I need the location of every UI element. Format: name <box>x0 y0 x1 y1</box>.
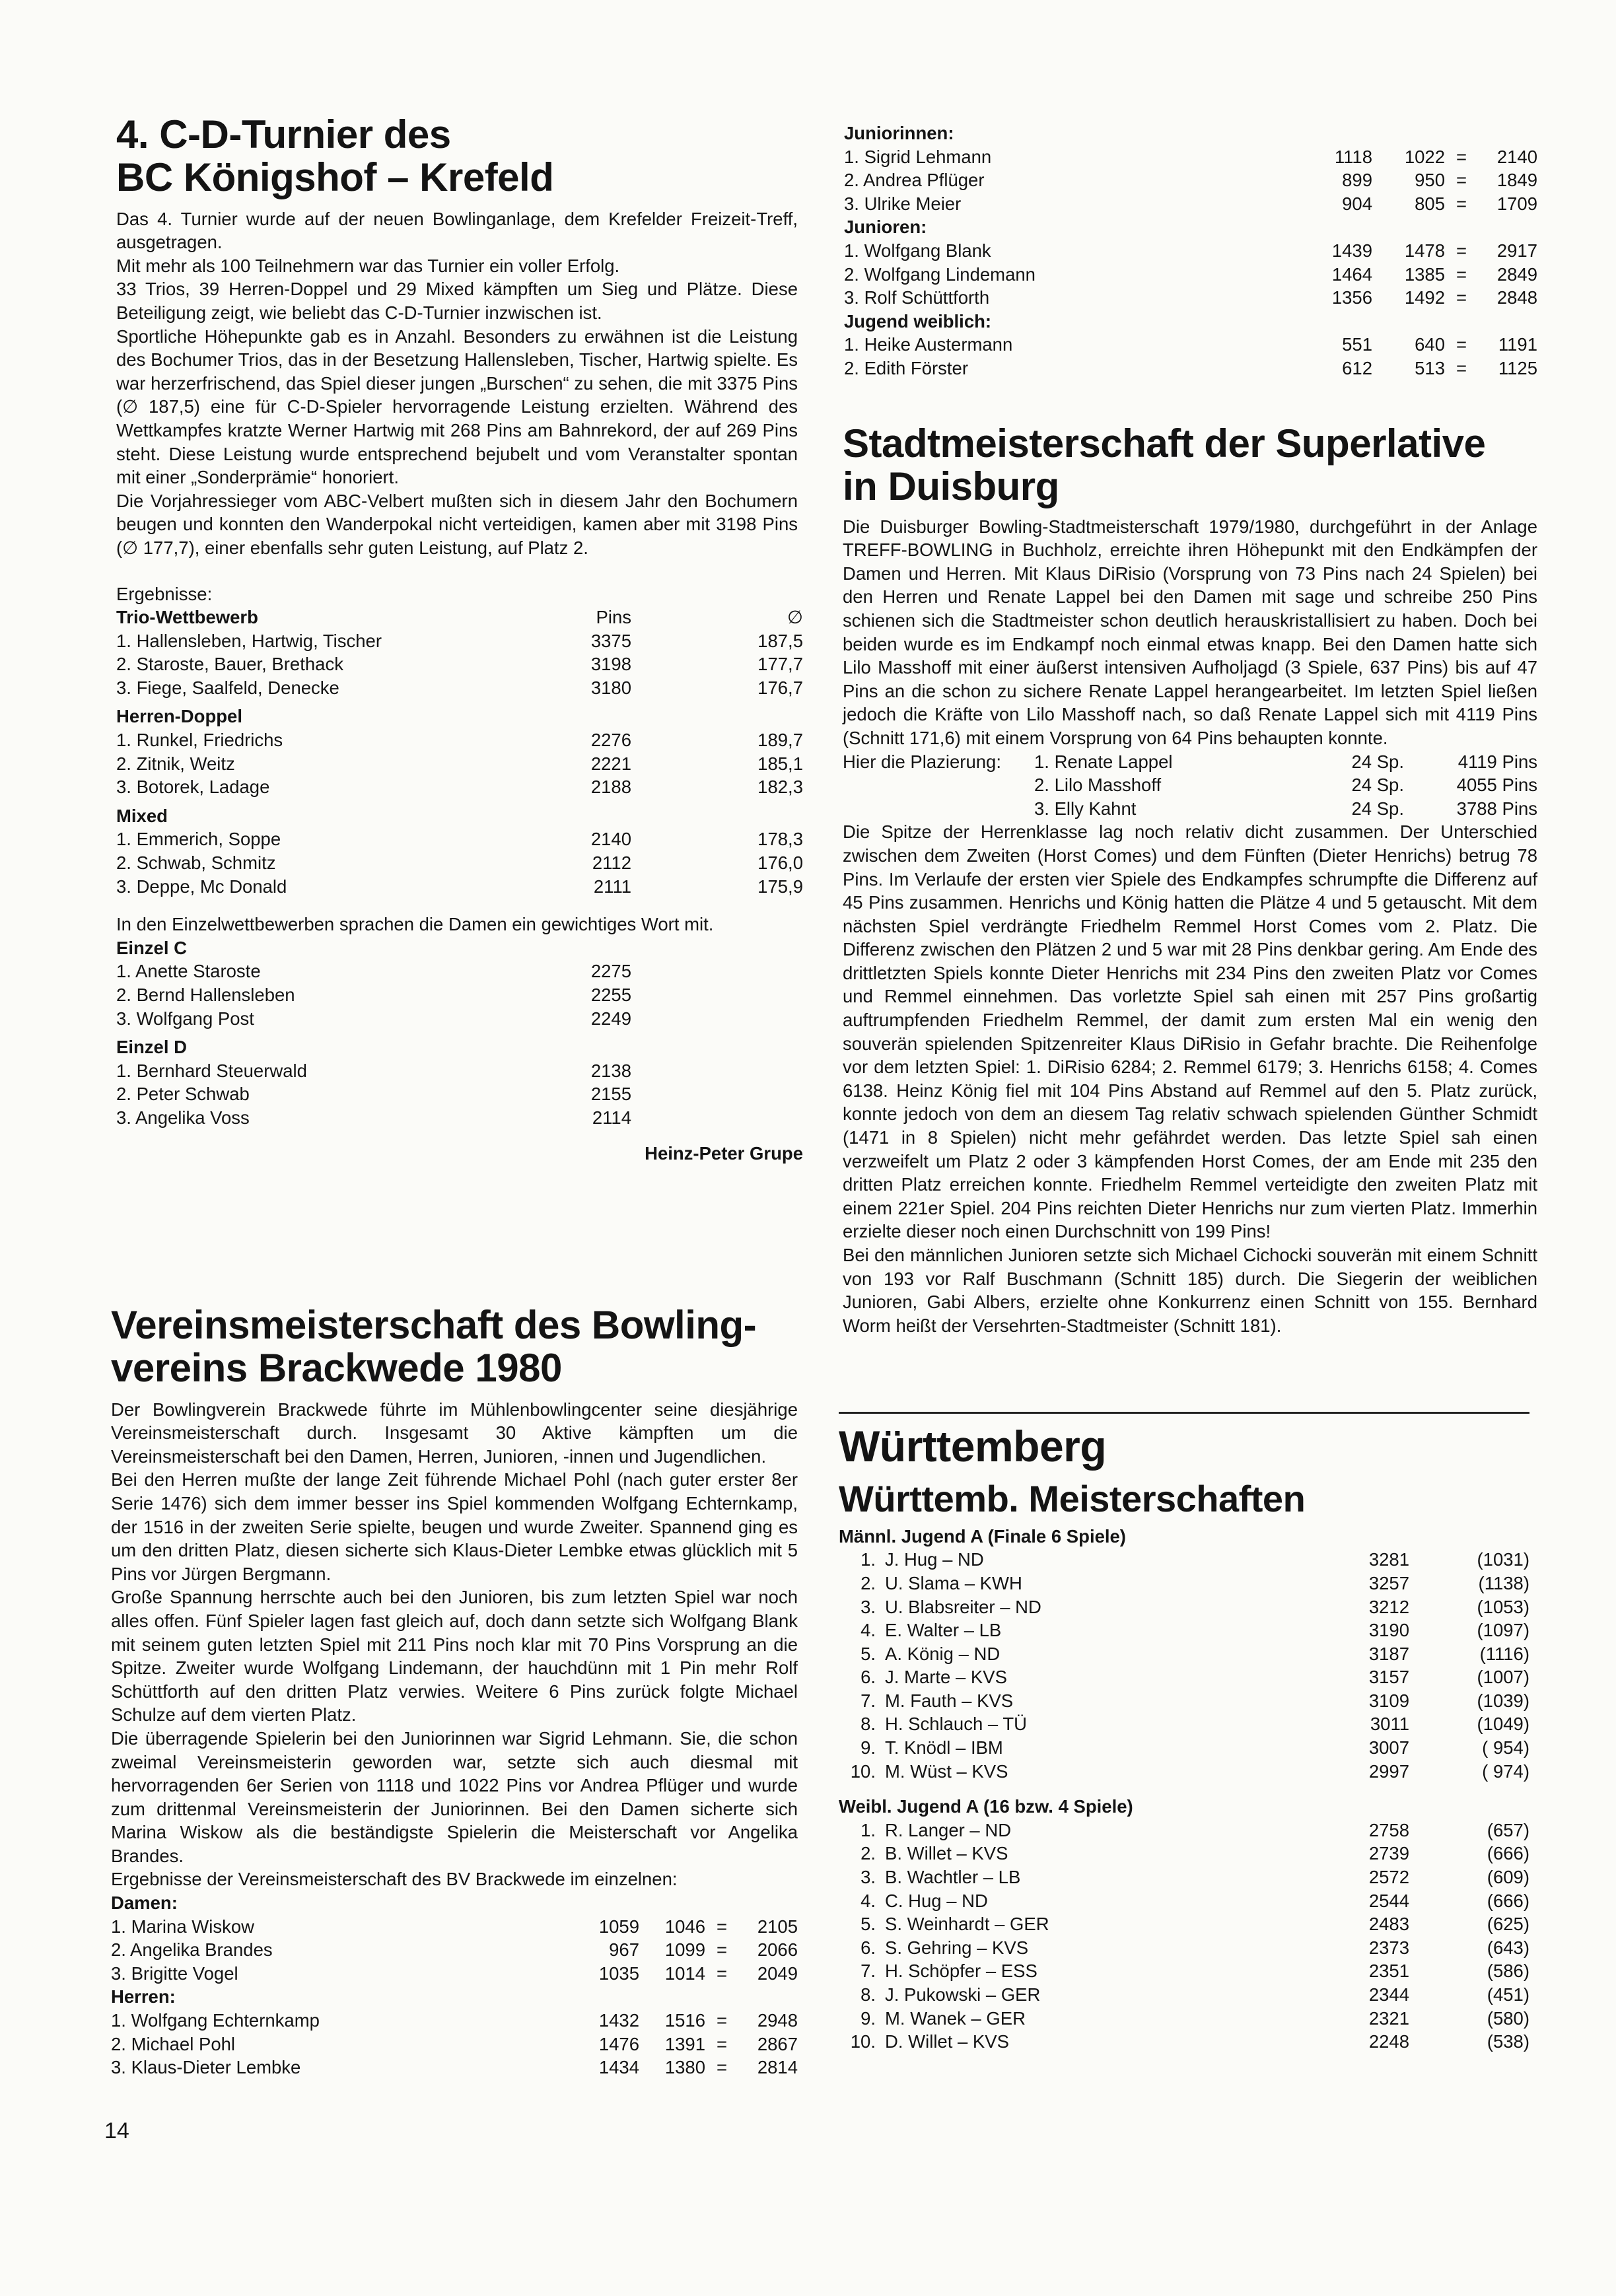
table-row: 3. Brigitte Vogel 1035 1014 = 2049 <box>111 1963 798 1984</box>
section-heading: Mixed <box>116 805 168 826</box>
table-row: 3. Botorek, Ladage 2188 182,3 <box>116 777 803 798</box>
table-row: 2. Angelika Brandes 967 1099 = 2066 <box>111 1939 798 1961</box>
article-brackwede <box>111 1304 798 2079</box>
table-row: 1. Emmerich, Soppe 2140 178,3 <box>116 829 803 850</box>
section-divider <box>839 1412 1529 1414</box>
table-row: 5. S. Weinhardt – GER 2483 (625) <box>861 1914 1529 1935</box>
column-header-average: ∅ <box>787 607 803 628</box>
column-header-pins: Pins <box>596 607 631 628</box>
paragraph: Sportliche Höhepunkte gab es in Anzahl. Besonders zu erwähnen ist die Leistung des Bochumer Trios, das in der Besetzung Hallensleben, Tischer, Hartwig spielte. Es war herzerfrischend, das Spiel dieser jungen „Burschen“ zu sehen, die mit 3375 Pins (∅ 187,5) eine für C-D-Spieler hervorragende Leistung erzielten. Während des Wettkampfes kratzte Werner Hartwig mit 268 Pins am Bahnrekord, der auf 269 Pins steht. Diese Leistung wurde entsprechend bejubelt und vom Veranstalter spontan mit einer „Sonderprämie“ honoriert. <box>116 326 798 488</box>
table-row: 3. U. Blabsreiter – ND 3212 (1053) <box>861 1596 1529 1617</box>
table-row: 3. Fiege, Saalfeld, Denecke 3180 176,7 <box>116 677 803 698</box>
maennl-jugend-table <box>839 1548 1529 1783</box>
table-row: Hier die Plazierung: 1. Renate Lappel 24 Sp. 4119 Pins <box>843 750 1537 774</box>
einzel-results-table <box>116 936 803 1130</box>
section-heading: Männl. Jugend A (Finale 6 Spiele) <box>839 1525 1126 1547</box>
section-heading: Herren-Doppel <box>116 706 242 727</box>
table-row: 1. Hallensleben, Hartwig, Tischer 3375 187,5 <box>116 630 803 651</box>
einzel-intro: In den Einzelwettbewerben sprachen die Damen ein gewichtiges Wort mit. <box>116 914 714 935</box>
brackwede-results-table <box>111 1891 798 2079</box>
table-row: 2. Wolfgang Lindemann 1464 1385 = 2849 <box>844 263 1537 285</box>
table-row: 7. M. Fauth – KVS 3109 (1039) <box>861 1690 1529 1711</box>
paragraph: Der Bowlingverein Brackwede führte im Mühlenbowlingcenter seine diesjährige Vereinsmeisterschaft durch. Insgesamt 30 Aktive kämpften um die Vereinsmeisterschaft bei den Damen, Herren, Junioren, -innen und Jugendlichen. <box>111 1399 798 1467</box>
paragraph: 33 Trios, 39 Herren-Doppel und 29 Mixed kämpften um Sieg und Plätze. Diese Beteiligung zeigt, wie beliebt das C-D-Turnier inzwischen ist. <box>116 279 798 323</box>
table-row: 10. D. Willet – KVS 2248 (538) <box>850 2031 1529 2052</box>
paragraph: Das 4. Turnier wurde auf der neuen Bowlinganlage, dem Krefelder Freizeit-Treff, ausgetragen. <box>116 208 798 253</box>
weibl-jugend-table <box>839 1819 1529 2054</box>
paragraph: Die Spitze der Herrenklasse lag noch relativ dicht zusammen. Der Unterschied zwischen dem Zweiten (Horst Comes) und dem Fünften (Dieter Henrichs) betrug 78 Pins. Im Verlaufe der ersten vier Spiele des Endkampfes schrumpfte die Differenz auf 45 Pins zusammen. Henrichs und König hatten die Plätze 4 und 5 getauscht. Mit dem nächsten Spiel verdrängte Friedhelm Remmel Horst Comes vom 2. Platz. Die Differenz zwischen den Plätzen 2 und 5 war mit 28 Pins denkbar gering. Am Ende des drittletzten Spiels konnte Dieter Henrichs mit 234 Pins den zweiten Platz vor Comes und Remmel einnehmen. Das vorletzte Spiel sah einen mit 257 Pins großartig auftrumpfenden Friedhelm Remmel, der damit zum ersten Mal ein wenig den souverän spielenden Spitzenreiter Klaus DiRisio in Gefahr brachte. Die Reihenfolge vor dem letzten Spiel: 1. DiRisio 6284; 2. Remmel 6179; 3. Henrichs 6158; 4. Comes 6138. Heinz König fiel mit 104 Pins Abstand auf Remmel auf den 5. Platz zurück, konnte jedoch von dem an diesem Tag relativ schwach spielenden Günther Schmidt (1471 in 8 Spielen) nicht mehr gefährdet werden. Das letzte Spiel sah einen verzweifelt um Platz 2 oder 3 kämpfenden Horst Comes, der am Ende mit 235 den dritten Platz erreichen konnte. Friedhelm Remmel verteidigte den zweiten Platz mit einem 221er Spiel. 204 Pins reichten Dieter Henrichs nur zum vierten Platz. Immerhin erzielte dieser noch einen Durchschnitt von 199 Pins! <box>843 821 1537 1242</box>
paragraph: Die Vorjahressieger vom ABC-Velbert mußten sich in diesem Jahr den Bochumern beugen und konnten den Wanderpokal nicht verteidigen, kamen aber mit 3198 Pins (∅ 177,7), einer ebenfalls sehr guten Leistung, auf Platz 2. <box>116 490 798 558</box>
table-row: 3. Rolf Schüttforth 1356 1492 = 2848 <box>844 287 1537 308</box>
table-row: 8. H. Schlauch – TÜ 3011 (1049) <box>861 1714 1529 1735</box>
table-row: 2. Edith Förster 612 513 = 1125 <box>844 357 1537 378</box>
table-row: 2. Bernd Hallensleben 2255 <box>116 985 631 1005</box>
table-row: 2. U. Slama – KWH 3257 (1138) <box>861 1572 1529 1593</box>
trio-results-table <box>116 606 803 898</box>
table-row: 5. A. König – ND 3187 (1116) <box>861 1643 1529 1664</box>
section-heading: Weibl. Jugend A (16 bzw. 4 Spiele) <box>839 1796 1133 1817</box>
table-row: 2. Zitnik, Weitz 2221 185,1 <box>116 753 803 774</box>
table-row: 3. Elly Kahnt 24 Sp. 3788 Pins <box>1034 798 1537 819</box>
paragraph: Bei den männlichen Junioren setzte sich Michael Cichocki souverän mit einem Schnitt von 193 vor Ralf Buschmann (Schnitt 185) durch. Die Siegerin der weiblichen Junioren, Gabi Albers, erzielte ohne Konkurrenz einen Schnitt von 155. Bernhard Worm heißt der Versehrten-Stadtmeister (Schnitt 181). <box>843 1245 1537 1336</box>
table-row: 1. Runkel, Friedrichs 2276 189,7 <box>116 730 803 751</box>
region-title: Württemberg <box>839 1422 1107 1471</box>
section-heading: Jugend weiblich: <box>844 310 992 331</box>
table-row: 1. J. Hug – ND 3281 (1031) <box>861 1549 1529 1570</box>
table-row: 8. J. Pukowski – GER 2344 (451) <box>861 1984 1529 2005</box>
section-heading: Trio-Wettbewerb <box>116 607 258 628</box>
table-row: 3. Klaus-Dieter Lembke 1434 1380 = 2814 <box>111 2057 798 2078</box>
table-row: 2. Lilo Masshoff 24 Sp. 4055 Pins <box>1034 775 1537 796</box>
table-row: 6. J. Marte – KVS 3157 (1007) <box>861 1667 1529 1688</box>
paragraph: Die Duisburger Bowling-Stadtmeisterschaft 1979/1980, durchgeführt in der Anlage TREFF-BOWLING in Buchholz, erreichte ihren Höhepunkt mit den Endkämpfen der Damen und Herren. Mit Klaus DiRisio (Vorsprung von 73 Pins nach 24 Spielen) bei den Herren und Renate Lappel bei den Damen mit sage und schreibe 250 Pins schienen sich die Stadtmeister schon deutlich herauskristallisiert zu haben. Doch bei beiden wurde es im Endkampf noch einmal etwas knapp. Bei den Damen hatte sich Lilo Masshoff mit einer äußerst intensiven Aufholjagd (3 Spiele, 637 Pins) bis auf 47 Pins an die schon zu sichere Renate Lappel herangearbeitet. Im letzten Spiel ließen jedoch die Kräfte von Lilo Masshoff nach, so daß Renate Lappel sich mit 4119 Pins (Schnitt 171,6) mit einem Vorsprung von 64 Pins behaupten konnte. <box>843 516 1537 748</box>
table-row: 1. Heike Austermann 551 640 = 1191 <box>844 334 1537 355</box>
results-label: Ergebnisse: <box>116 583 213 604</box>
table-row: 7. H. Schöpfer – ESS 2351 (586) <box>861 1961 1529 1982</box>
table-row: 2. B. Willet – KVS 2739 (666) <box>861 1843 1529 1864</box>
paragraph: Ergebnisse der Vereinsmeisterschaft des BV Brackwede im einzelnen: <box>111 1869 678 1890</box>
article-duisburg <box>843 423 1537 1337</box>
table-row: 1. Marina Wiskow 1059 1046 = 2105 <box>111 1916 798 1937</box>
table-row: 9. T. Knödl – IBM 3007 ( 954) <box>861 1737 1529 1758</box>
paragraph: Große Spannung herrschte auch bei den Junioren, bis zum letzten Spiel war noch alles offen. Fünf Spieler lagen fast gleich auf, doch dann setzte sich Wolfgang Blank mit seinem guten letzten Spiel mit 211 Pins noch klar mit 70 Pins Vorsprung an die Spitze. Zweiter wurde Wolfgang Lindemann, der hauchdünn mit 1 Pin mehr Rolf Schüttforth auf den dritten Platz verwies. Weitere 6 Pins zurück folgte Michael Schulze auf dem vierten Platz. <box>111 1587 798 1725</box>
table-row: 4. C. Hug – ND 2544 (666) <box>861 1890 1529 1911</box>
table-row: 3. Ulrike Meier 904 805 = 1709 <box>844 193 1537 214</box>
placing-label: Hier die Plazierung: <box>843 751 1001 772</box>
paragraph: Mit mehr als 100 Teilnehmern war das Turnier ein voller Erfolg. <box>116 255 620 276</box>
article-title: 4. C-D-Turnier des BC Königshof – Krefeld <box>116 112 554 199</box>
table-row: 1. Wolfgang Echternkamp 1432 1516 = 2948 <box>111 2010 798 2031</box>
table-row: 1. Anette Staroste 2275 <box>116 961 631 982</box>
table-row: 1. Bernhard Steuerwald 2138 <box>116 1060 631 1081</box>
section-wuerttemberg <box>839 1412 1529 2054</box>
article-title: Vereinsmeisterschaft des Bowling- vereins Brackwede 1980 <box>111 1303 757 1390</box>
article-title: Stadtmeisterschaft der Superlative in Duisburg <box>843 421 1486 508</box>
section-heading: Junioren: <box>844 217 927 238</box>
page-number: 14 <box>104 2118 129 2143</box>
table-row: 4. E. Walter – LB 3190 (1097) <box>861 1620 1529 1641</box>
table-row: 6. S. Gehring – KVS 2373 (643) <box>861 1937 1529 1958</box>
table-row: 3. Wolfgang Post 2249 <box>116 1008 631 1029</box>
table-row: 2. Staroste, Bauer, Brethack 3198 177,7 <box>116 654 803 675</box>
table-row: 3. Angelika Voss 2114 <box>116 1107 631 1128</box>
section-heading: Juniorinnen: <box>844 123 954 143</box>
section-heading: Damen: <box>111 1893 178 1914</box>
table-row: 1. R. Langer – ND 2758 (657) <box>861 1819 1529 1840</box>
duisburg-placing-table <box>843 750 1537 821</box>
brackwede-results-continued <box>844 122 1537 380</box>
table-row: 3. Deppe, Mc Donald 2111 175,9 <box>116 876 803 897</box>
table-row: 2. Andrea Pflüger 899 950 = 1849 <box>844 170 1537 191</box>
table-row: 9. M. Wanek – GER 2321 (580) <box>861 2007 1529 2029</box>
article-title: Württemb. Meisterschaften <box>839 1478 1306 1520</box>
table-row: 2. Peter Schwab 2155 <box>116 1084 631 1105</box>
author-signature: Heinz-Peter Grupe <box>645 1142 803 1164</box>
paragraph: Die überragende Spielerin bei den Juniorinnen war Sigrid Lehmann. Sie, die schon zweimal Vereinsmeisterin geworden war, setzte sich auch diesmal mit hervorragenden 6er Serien von 1118 und 1022 Pins vor Andrea Pflüger und wurde zum drittenmal Vereinsmeisterin der Juniorinnen. Bei den Damen sicherte sich Marina Wiskow als die beständigste Spielerin die Meisterschaft vor Angelika Brandes. <box>111 1727 798 1866</box>
section-heading: Einzel D <box>116 1037 187 1058</box>
article-cd-turnier <box>116 112 803 1164</box>
table-row: 10. M. Wüst – KVS 2997 ( 974) <box>850 1760 1529 1782</box>
table-row: 1. Sigrid Lehmann 1118 1022 = 2140 <box>844 146 1537 167</box>
paragraph: Bei den Herren mußte der lange Zeit führende Michael Pohl (nach guter erster 8er Serie 1476) sich dem immer besser ins Spiel kommenden Wolfgang Echternkamp, der 1516 in der zweiten Serie spielte, beugen und wurde Zweiter. Spannend ging es um den dritten Platz, diesen sicherte sich Klaus-Dieter Lembke etwas glücklich mit 5 Pins vor Jürgen Bergmann. <box>111 1469 798 1584</box>
table-row: 1. Wolfgang Blank 1439 1478 = 2917 <box>844 240 1537 261</box>
table-row: 2. Michael Pohl 1476 1391 = 2867 <box>111 2033 798 2054</box>
table-row: 3. B. Wachtler – LB 2572 (609) <box>861 1867 1529 1888</box>
section-heading: Herren: <box>111 1986 176 2007</box>
table-row: 2. Schwab, Schmitz 2112 176,0 <box>116 852 803 874</box>
section-heading: Einzel C <box>116 937 187 958</box>
